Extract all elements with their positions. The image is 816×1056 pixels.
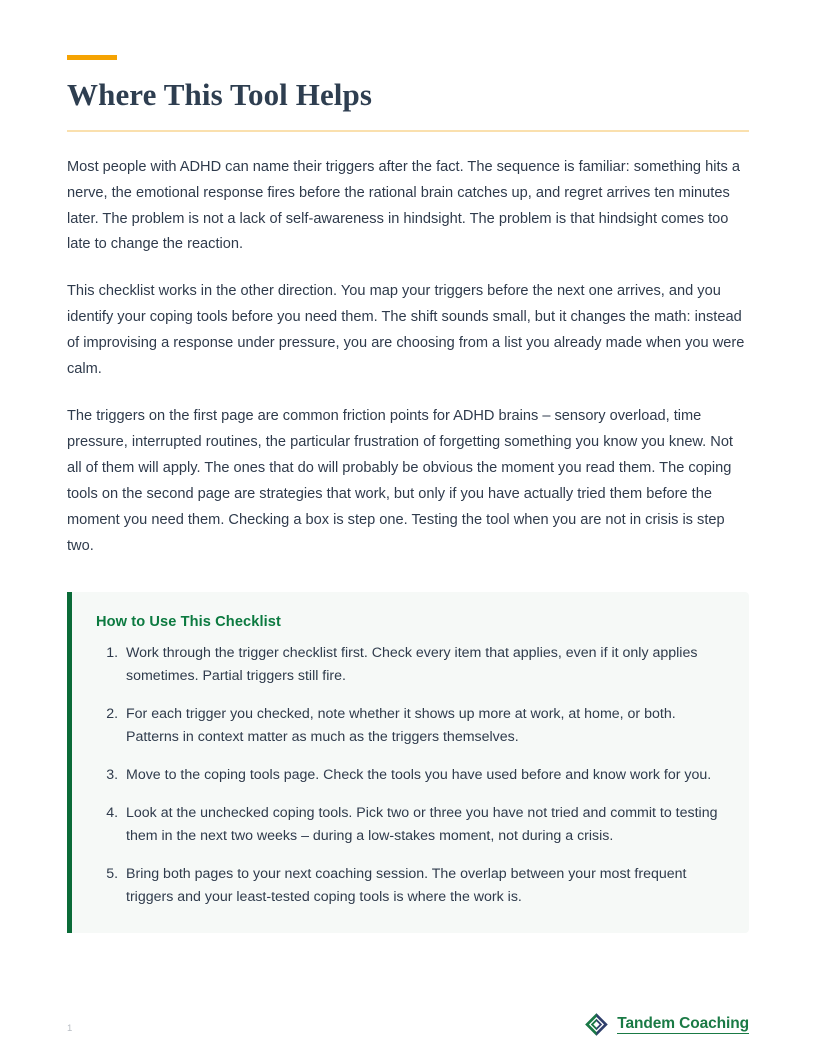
paragraph-1: Most people with ADHD can name their triggers after the fact. The sequence is familiar: something hits a nerve, the emotional response fires before the rational brain catches up, and regret arrives ten minutes later. The problem is not a lack of self-awareness in hindsight. The problem is that hindsight comes too late to change the reaction.	[67, 158, 740, 253]
title-accent-bar	[67, 55, 117, 60]
title-divider-rule	[67, 130, 749, 132]
page-content	[67, 0, 749, 933]
brand-name: Tandem Coaching	[617, 1015, 749, 1034]
list-item: 1. Work through the trigger checklist first. Check every item that applies, even if it only applies sometimes. Partial triggers still fire.	[122, 642, 721, 688]
list-item: 2. For each trigger you checked, note whether it shows up more at work, at home, or both. Patterns in context matter as much as the triggers themselves.	[122, 703, 721, 749]
list-item: 3. Move to the coping tools page. Check the tools you have used before and know work for you.	[122, 764, 721, 787]
list-item: 5. Bring both pages to your next coaching session. The overlap between your most frequent triggers and your least-tested coping tools is where the work is.	[122, 863, 721, 909]
paragraph-2: This checklist works in the other direction. You map your triggers before the next one arrives, and you identify your coping tools before you need them. The shift sounds small, but it changes the math: instead of improvising a response under pressure, you are choosing from a list you already made when you were calm.	[67, 283, 745, 378]
page-footer	[0, 986, 816, 1056]
body-text	[67, 155, 749, 561]
brand-logo	[584, 1012, 749, 1037]
paragraph-3: The triggers on the first page are common friction points for ADHD brains – sensory overload, time pressure, interrupted routines, the particular frustration of forgetting something you know you knew. Not all of them will apply. The ones that do will probably be obvious the moment you read them. The coping tools on the second page are strategies that work, but only if you have actually tried them before the moment you need them. Checking a box is step one. Testing the tool when you are not in crisis is step two.	[67, 408, 733, 555]
callout-step-list	[96, 642, 721, 909]
callout-title: How to Use This Checklist	[96, 614, 281, 631]
page-title: Where This Tool Helps	[67, 77, 373, 112]
list-item: 4. Look at the unchecked coping tools. Pick two or three you have not tried and commit to testing them in the next two weeks – during a low-stakes moment, not during a crisis.	[122, 802, 721, 848]
how-to-use-callout	[67, 592, 749, 933]
tandem-diamond-logo-icon	[584, 1012, 609, 1037]
page-number: 1	[67, 1023, 73, 1034]
